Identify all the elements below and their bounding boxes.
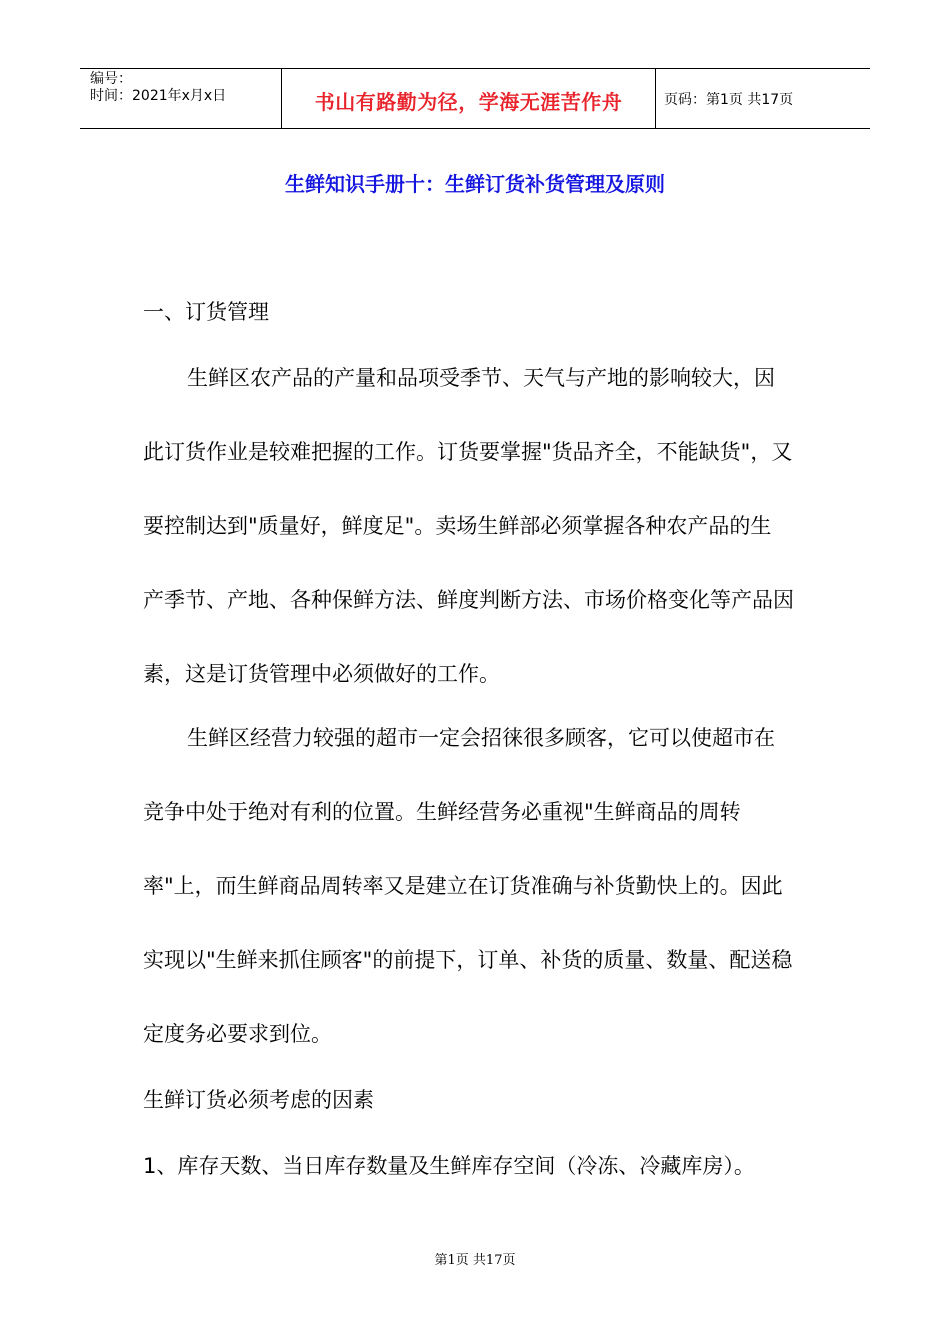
header-page-info: 页码：第1页 共17页: [664, 92, 794, 108]
paragraph1-line: 素，这是订货管理中必须做好的工作。: [143, 662, 500, 686]
header-motto: 书山有路勤为径，学海无涯苦作舟: [314, 90, 623, 114]
paragraph1-line: 产季节、产地、各种保鲜方法、鲜度判断方法、市场价格变化等产品因: [143, 588, 794, 612]
header-time-label: 时间：2021年x月x日: [90, 88, 227, 104]
paragraph2-line: 定度务必要求到位。: [143, 1022, 332, 1046]
paragraph1-line: 此订货作业是较难把握的工作。订货要掌握"货品齐全，不能缺货"，又: [143, 440, 793, 464]
paragraph2-line: 竞争中处于绝对有利的位置。生鲜经营务必重视"生鲜商品的周转: [143, 800, 741, 824]
header-divider-right: [655, 68, 656, 128]
header-top-rule: [80, 68, 870, 69]
factor-item-1: 1、库存天数、当日库存数量及生鲜库存空间（冷冻、冷藏库房）。: [143, 1154, 755, 1178]
header-meta: [90, 71, 226, 105]
section-heading: 一、订货管理: [143, 300, 269, 324]
footer-page-info: 第1页 共17页: [434, 1253, 516, 1268]
header-bottom-rule: [80, 128, 870, 129]
paragraph1-line: 生鲜区农产品的产量和品项受季节、天气与产地的影响较大，因: [187, 366, 775, 390]
paragraph2-line: 生鲜区经营力较强的超市一定会招徕很多顾客，它可以使超市在: [187, 726, 775, 750]
paragraph2-line: 率"上，而生鲜商品周转率又是建立在订货准确与补货勤快上的。因此: [143, 874, 783, 898]
header-number-label: 编号：: [90, 71, 132, 87]
factors-heading: 生鲜订货必须考虑的因素: [143, 1088, 374, 1112]
document-title: 生鲜知识手册十：生鲜订货补货管理及原则: [285, 172, 665, 196]
paragraph2-line: 实现以"生鲜来抓住顾客"的前提下，订单、补货的质量、数量、配送稳: [143, 948, 793, 972]
paragraph1-line: 要控制达到"质量好，鲜度足"。卖场生鲜部必须掌握各种农产品的生: [143, 514, 772, 538]
